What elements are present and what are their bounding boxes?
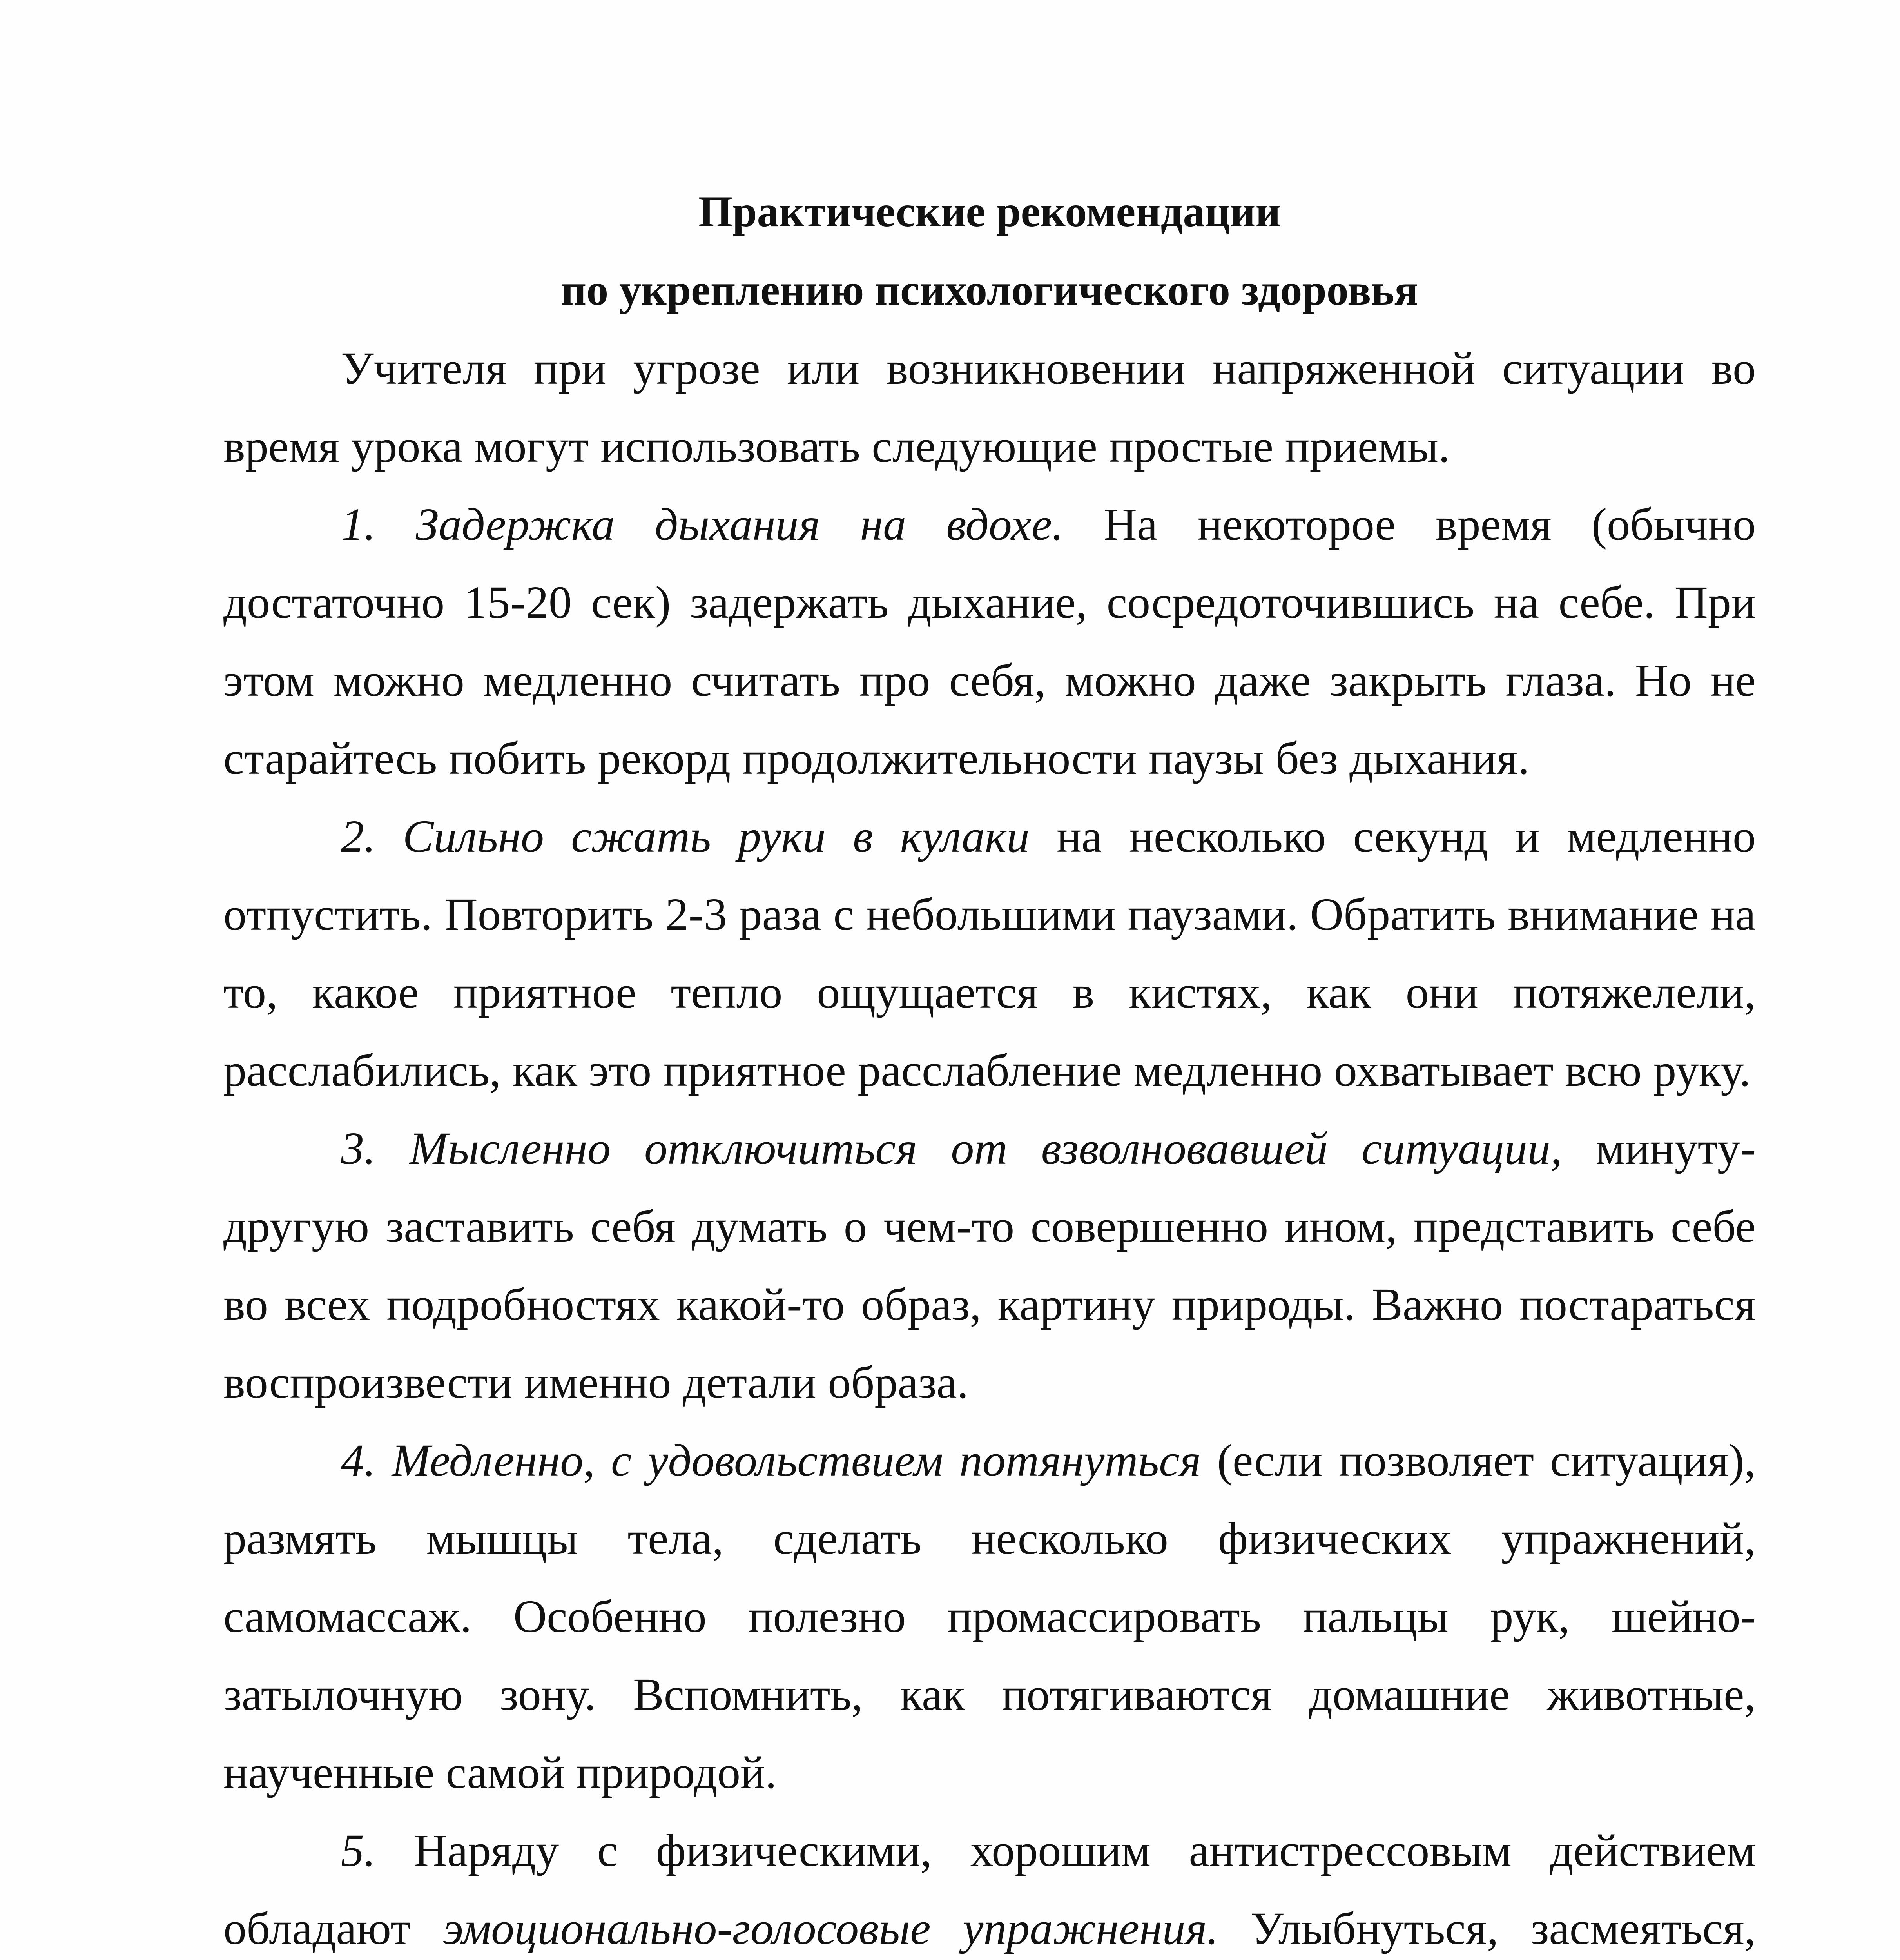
document-content — [223, 172, 1756, 1960]
recommendation-item-2 — [223, 797, 1756, 1109]
item-text: (если позволяет ситуация), размять мышцы тела, сделать несколько физических упражнений, самомассаж. Особенно полезно промассировать пальцы рук, шейно-затылочную зону. Вспомнить, как потягиваются домашние животные, наученные самой природой. — [223, 1435, 1756, 1798]
document-title — [223, 172, 1756, 329]
item-text: На некоторое время (обычно достаточно 15-20 сек) задержать дыхание, сосредоточившись на себе. При этом можно медленно считать про себя, можно даже закрыть глаза. Но не старайтесь побить рекорд продолжительности паузы без дыхания. — [223, 499, 1756, 784]
recommendation-item-1 — [223, 485, 1756, 797]
item-emphasis: Сильно сжать руки в кулаки — [402, 811, 1030, 862]
item-pre-text: Наряду с физическими, хорошим антистрессовым действием обладают — [223, 1825, 1756, 1954]
item-text: на несколько секунд и медленно отпустить. Повторить 2-3 раза с небольшими паузами. Обратить внимание на то, какое приятное тепло ощущается в кистях, как они потяжелели, расслабились, как это приятное расслабление медленно охватывает всю руку. — [223, 811, 1756, 1096]
item-emphasis: эмоционально-голосовые упражнения. — [443, 1903, 1218, 1954]
item-emphasis: Медленно, с удовольствием потянуться — [392, 1435, 1201, 1486]
intro-paragraph: Учителя при угрозе или возникновении напряженной ситуации во время урока могут использовать следующие простые приемы. — [223, 343, 1756, 472]
item-text: Улыбнуться, засмеяться, — [1251, 1903, 1756, 1954]
title-line-2: по укреплению психологического здоровья — [561, 266, 1418, 314]
item-emphasis: Мысленно отключиться от взволновавшей ситуации, — [409, 1123, 1562, 1174]
title-line-1: Практические рекомендации — [698, 187, 1281, 236]
recommendation-item-3 — [223, 1109, 1756, 1421]
item-number: 1. — [341, 499, 376, 550]
item-emphasis: Задержка дыхания на вдохе. — [415, 499, 1064, 550]
recommendation-item-4 — [223, 1421, 1756, 1811]
item-number: 4. — [341, 1435, 376, 1486]
item-text: минуту-другую заставить себя думать о чем-то совершенно ином, представить себе во всех подробностях какой-то образ, картину природы. Важно постараться воспроизвести именно детали образа. — [223, 1123, 1756, 1408]
item-number: 3. — [341, 1123, 376, 1174]
item-number: 2. — [341, 811, 376, 862]
item-number: 5. — [341, 1825, 376, 1876]
recommendation-item-5 — [223, 1811, 1756, 1960]
